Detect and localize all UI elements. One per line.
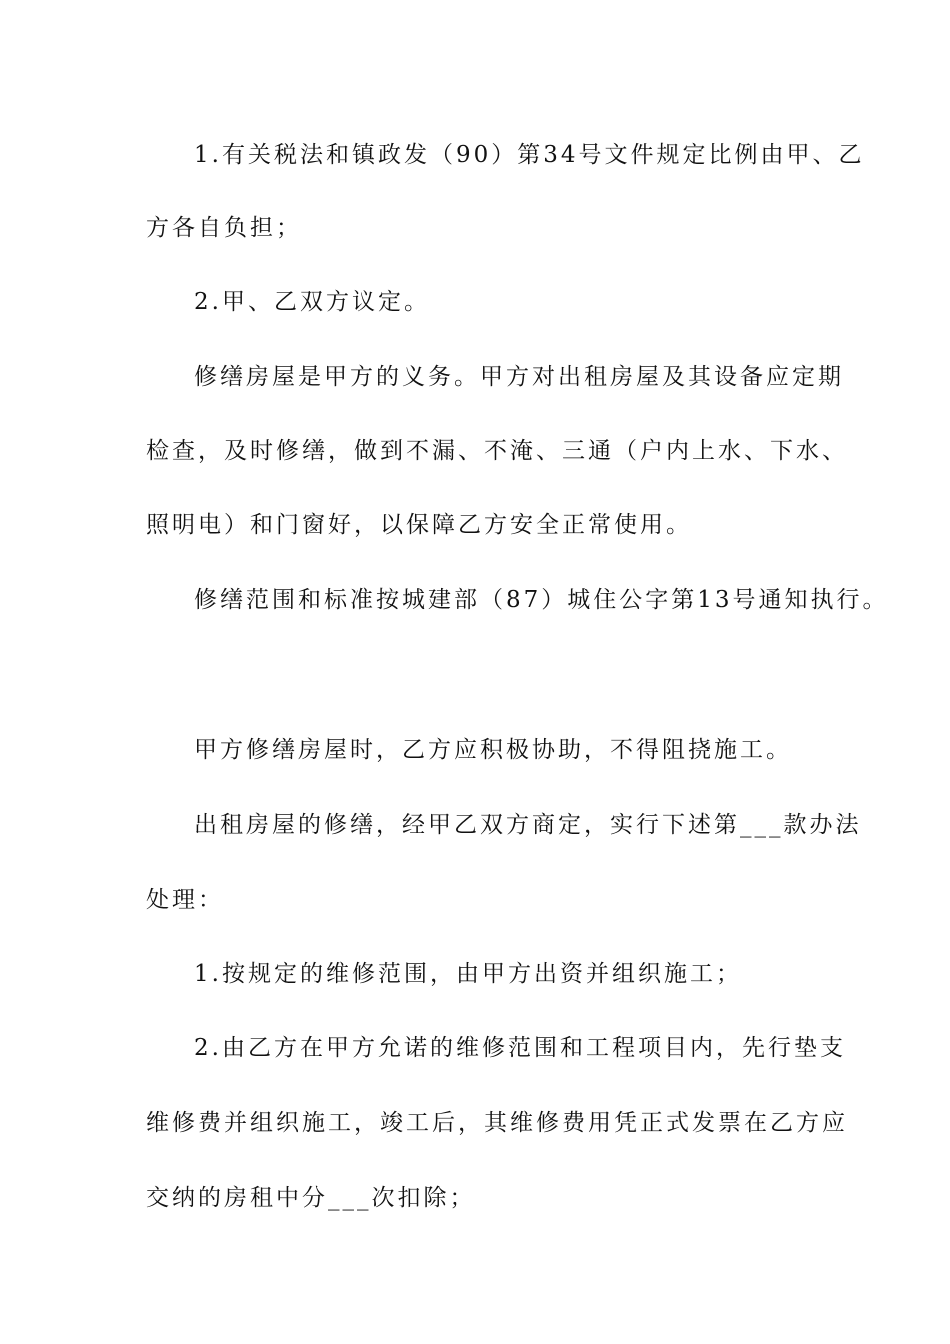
paragraph-line: 照明电）和门窗好，以保障乙方安全正常使用。 <box>146 512 692 538</box>
paragraph-line: 1.有关税法和镇政发（90）第34号文件规定比例由甲、乙 <box>194 142 865 168</box>
paragraph-line: 甲方修缮房屋时，乙方应积极协助，不得阻挠施工。 <box>194 737 792 763</box>
paragraph-line: 出租房屋的修缮，经甲乙双方商定，实行下述第___款办法 <box>194 812 862 838</box>
paragraph-line: 修缮房屋是甲方的义务。甲方对出租房屋及其设备应定期 <box>194 364 844 390</box>
paragraph-line: 检查，及时修缮，做到不漏、不淹、三通（户内上水、下水、 <box>146 438 848 464</box>
paragraph-line: 方各自负担； <box>146 215 302 241</box>
paragraph-line: 维修费并组织施工，竣工后，其维修费用凭正式发票在乙方应 <box>146 1110 848 1136</box>
paragraph-line: 处理： <box>146 887 224 913</box>
paragraph-line: 修缮范围和标准按城建部（87）城住公字第13号通知执行。 <box>194 587 889 613</box>
paragraph-line: 1.按规定的维修范围，由甲方出资并组织施工； <box>194 961 742 987</box>
paragraph-line: 2.由乙方在甲方允诺的维修范围和工程项目内，先行垫支 <box>194 1035 846 1061</box>
paragraph-line: 交纳的房租中分___次扣除； <box>146 1185 476 1211</box>
paragraph-line: 2.甲、乙双方议定。 <box>194 289 430 315</box>
